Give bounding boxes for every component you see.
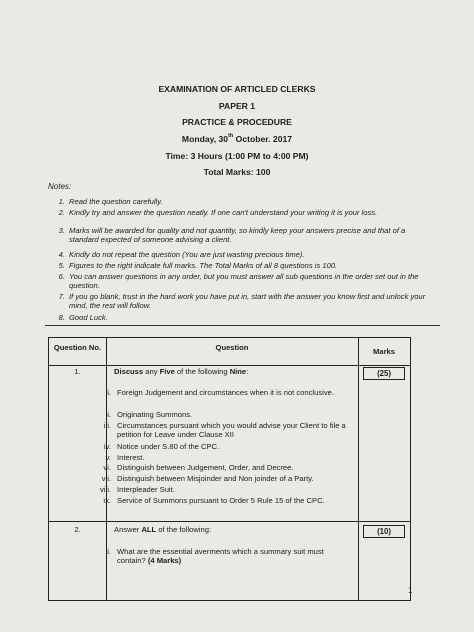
date-suffix: th (228, 133, 234, 139)
date-month-year: October. 2017 (233, 134, 293, 144)
note-item (58, 261, 429, 270)
q1-item (103, 496, 347, 505)
note-number: 3. (58, 226, 65, 235)
q1-item-text: Foreign Judgement and circumstances when it is not conclusive. (117, 388, 334, 397)
q1-item (105, 453, 347, 462)
note-number: 1. (58, 197, 65, 206)
q2-sub-marks: (4 Marks) (147, 556, 182, 565)
q1-item-text: Interpleader Suit. (117, 485, 175, 494)
q1-item-numeral: ii. (105, 410, 111, 419)
exam-title: EXAMINATION OF ARTICLED CLERKS (158, 84, 316, 94)
exam-date (0, 134, 474, 144)
q1-number: 1. (74, 367, 81, 376)
row-divider (49, 521, 410, 522)
q1-item (103, 421, 347, 439)
note-text: Kindly try and answer the question neatly. If one can't understand your writing it is your loss. (69, 208, 378, 217)
note-text: Good Luck. (69, 313, 108, 322)
q1-item-text: Circumstances pursuant which you would advise your Client to file a petition for Leave under Clause XII (117, 421, 346, 439)
note-item (58, 272, 429, 291)
q1-item-text: Distinguish between Judgement, Order, and Decree. (117, 463, 294, 472)
note-item (58, 197, 429, 206)
q2-sub-numeral: i. (107, 547, 111, 556)
divider (45, 325, 440, 326)
q1-item (100, 485, 347, 494)
q2-sub-text: What are the essential averments which a summary suit must contain? (117, 547, 324, 565)
notes-heading: Notes: (48, 182, 72, 191)
q1-item-numeral: iv. (103, 442, 111, 451)
q2-marks: (10) (363, 525, 405, 538)
note-number: 8. (58, 313, 65, 322)
q1-marks: (25) (363, 367, 405, 380)
q1-item-numeral: ix. (103, 496, 111, 505)
q2-sub-item (107, 547, 342, 565)
total-marks: Total Marks: 100 (203, 167, 271, 177)
q1-item-text: Originating Summons. (117, 410, 193, 419)
note-item (58, 292, 429, 311)
q1-item-numeral: i. (107, 388, 111, 397)
q1-item-numeral: iii. (103, 421, 111, 430)
note-number: 7. (58, 292, 65, 301)
q2-prompt: Answer ALL of the following: (114, 525, 212, 534)
q1-item-text: Distinguish between Misjoinder and Non joinder of a Party. (117, 474, 314, 483)
header-marks: Marks (373, 347, 395, 356)
note-text: Kindly do not repeat the question (You are just wasting precious time). (69, 250, 305, 259)
q1-item-text: Interest. (117, 453, 145, 462)
q1-item-numeral: viii. (100, 485, 111, 494)
q1-item (105, 410, 347, 419)
q1-item-numeral: vii. (101, 474, 111, 483)
q1-item-text: Notice under S.80 of the CPC. (117, 442, 220, 451)
note-number: 4. (58, 250, 65, 259)
q1-prompt-text: Discuss any Five of the following Nine: (114, 367, 249, 376)
question-table (48, 337, 411, 601)
q1-prompt (114, 367, 354, 376)
note-item (58, 208, 429, 217)
q1-item-numeral: v. (105, 453, 111, 462)
note-item (58, 226, 429, 245)
q1-item (107, 388, 347, 397)
q1-item (103, 442, 347, 451)
note-number: 5. (58, 261, 65, 270)
q1-item-text: Service of Summons pursuant to Order 5 Rule 15 of the CPC. (117, 496, 325, 505)
q2-number: 2. (74, 525, 81, 534)
note-text: Read the question carefully. (69, 197, 163, 206)
note-text: You can answer questions in any order, but you must answer all sub questions in the order set out in the question. (69, 272, 419, 291)
page-number: 1 (408, 586, 413, 595)
note-number: 6. (58, 272, 65, 281)
date-text: Monday, 30 (181, 134, 229, 144)
q1-item-numeral: vi. (103, 463, 111, 472)
exam-time: Time: 3 Hours (1:00 PM to 4:00 PM) (165, 151, 309, 161)
note-text: Marks will be awarded for quality and not quantity, so kindly keep your answers precise and that of a standard expected of someone advising a client. (69, 226, 406, 245)
row-divider (49, 365, 410, 366)
note-text: If you go blank, trust in the hard work you have put in, start with the answer you know first and unlock your mind, the rest will follow. (69, 292, 426, 311)
header-question-no: Question No. (53, 343, 102, 352)
q1-item (103, 463, 347, 472)
q1-item (101, 474, 347, 483)
header-question: Question (215, 343, 249, 352)
note-item (58, 250, 429, 259)
note-item (58, 313, 429, 322)
paper-subject: PRACTICE & PROCEDURE (182, 117, 292, 127)
column-divider (358, 338, 359, 600)
note-text: Figures to the right indicate full marks. The Total Marks of all 8 questions is 100. (69, 261, 338, 270)
note-number: 2. (58, 208, 65, 217)
paper-number: PAPER 1 (218, 101, 256, 111)
